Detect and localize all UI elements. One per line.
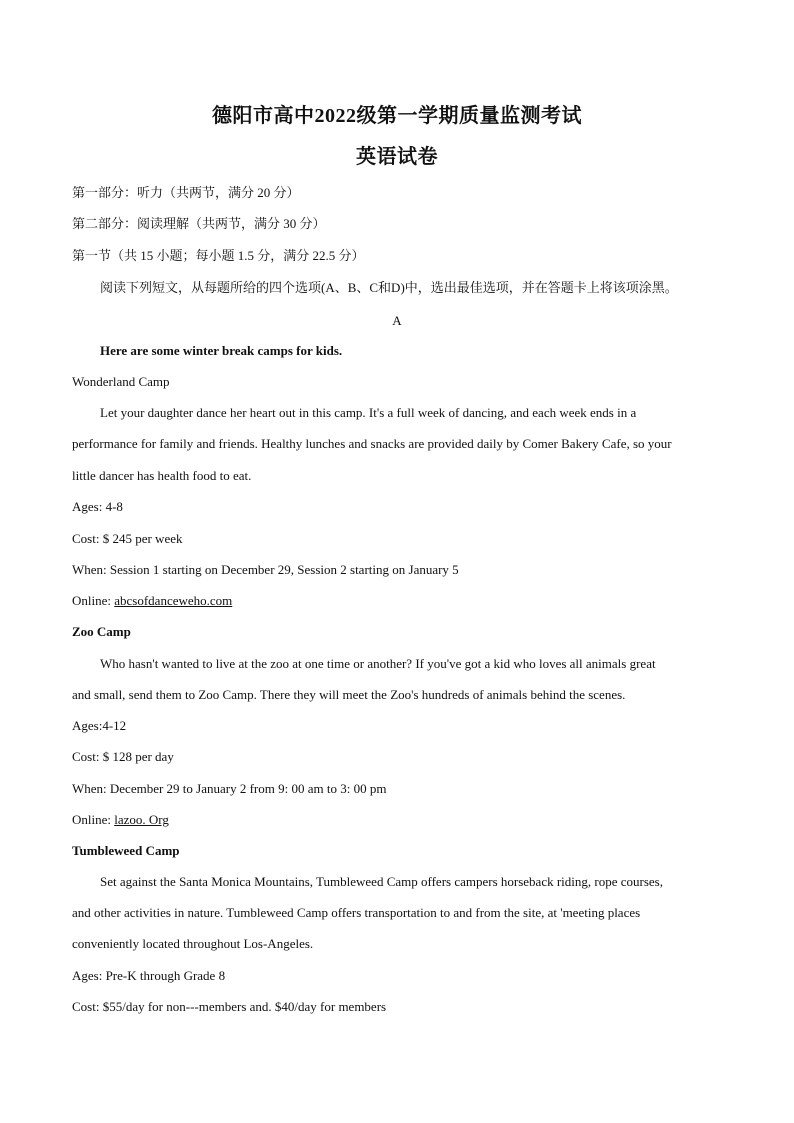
wonderland-cost: Cost: $ 245 per week (72, 531, 183, 546)
zoo-desc-line2: and small, send them to Zoo Camp. There they will meet the Zoo's hundreds of animals behind the scenes. (72, 687, 626, 702)
wonderland-online-link[interactable]: abcsofdanceweho.com (114, 593, 233, 608)
wonderland-camp-name: Wonderland Camp (72, 374, 170, 389)
wonderland-ages: Ages: 4-8 (72, 499, 123, 514)
instruction-text: 阅读下列短文，从每题所给的四个选项(A、B、C和D)中，选出最佳选项，并在答题卡上将该项涂黑。 (100, 280, 678, 295)
wonderland-when: When: Session 1 starting on December 29, Session 2 starting on January 5 (72, 562, 459, 577)
passage-letter: A (392, 313, 402, 328)
wonderland-online (72, 592, 722, 610)
zoo-cost: Cost: $ 128 per day (72, 749, 174, 764)
passage-intro: Here are some winter break camps for kids. (100, 343, 343, 358)
tumbleweed-ages: Ages: Pre-K through Grade 8 (72, 968, 226, 983)
part2-heading: 第二部分：阅读理解（共两节，满分 30 分） (72, 216, 326, 231)
tumbleweed-desc-line2: and other activities in nature. Tumbleweed Camp offers transportation to and from the site, at 'meeting places (72, 905, 641, 920)
exam-title: 德阳市高中2022级第一学期质量监测考试 (212, 105, 582, 127)
zoo-online-label: Online: (72, 812, 115, 827)
wonderland-desc-line1: Let your daughter dance her heart out in this camp. It's a full week of dancing, and each week ends in a (100, 405, 637, 420)
zoo-when: When: December 29 to January 2 from 9: 00 am to 3: 00 pm (72, 781, 387, 796)
wonderland-desc-line2: performance for family and friends. Healthy lunches and snacks are provided daily by Comer Bakery Cafe, so your (72, 436, 672, 451)
part1-heading: 第一部分：听力（共两节，满分 20 分） (72, 185, 300, 200)
wonderland-online-label: Online: (72, 593, 115, 608)
zoo-online (72, 811, 722, 829)
wonderland-desc-line3: little dancer has health food to eat. (72, 468, 252, 483)
zoo-desc-line1: Who hasn't wanted to live at the zoo at one time or another? If you've got a kid who loves all animals great (100, 656, 656, 671)
zoo-online-link[interactable]: lazoo. Org (114, 812, 169, 827)
zoo-ages: Ages:4-12 (72, 718, 127, 733)
tumbleweed-camp-name: Tumbleweed Camp (72, 843, 180, 858)
tumbleweed-desc-line1: Set against the Santa Monica Mountains, Tumbleweed Camp offers campers horseback riding, rope courses, (100, 874, 663, 889)
tumbleweed-cost: Cost: $55/day for non---members and. $40/day for members (72, 999, 387, 1014)
section1-heading: 第一节（共 15 小题；每小题 1.5 分，满分 22.5 分） (72, 248, 365, 263)
exam-subtitle: 英语试卷 (356, 146, 438, 168)
tumbleweed-desc-line3: conveniently located throughout Los-Angeles. (72, 936, 314, 951)
zoo-camp-name: Zoo Camp (72, 624, 131, 639)
